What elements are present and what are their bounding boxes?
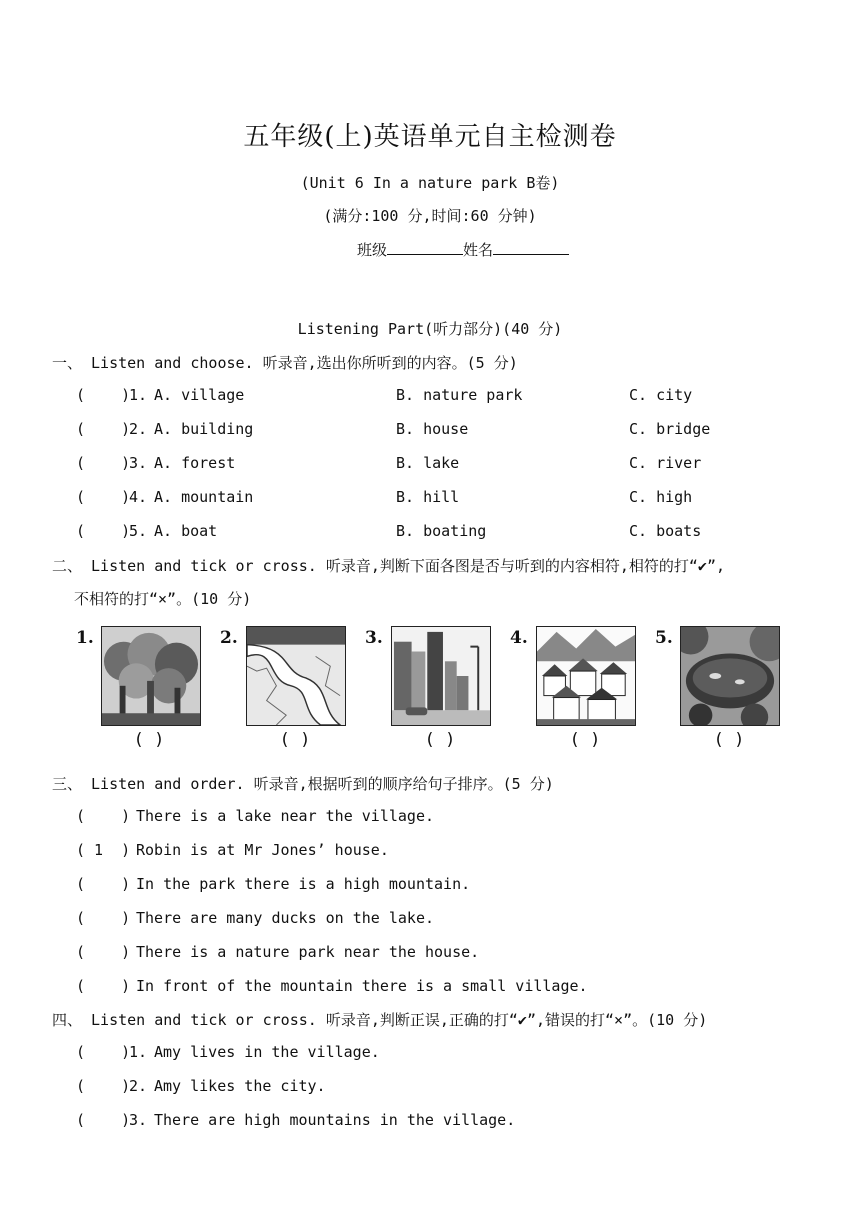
judge-blank[interactable]: ( ) xyxy=(76,1043,131,1061)
order-blank[interactable]: ( ) xyxy=(76,875,131,893)
question-number: 3. xyxy=(129,454,148,472)
order-blank[interactable]: ( ) xyxy=(76,807,131,825)
pic-answer-1[interactable]: ( ) xyxy=(133,730,165,750)
option-c: C. river xyxy=(629,454,702,472)
judge-sentence: Amy likes the city. xyxy=(154,1077,326,1095)
order-blank[interactable]: ( ) xyxy=(76,909,131,927)
village-picture xyxy=(536,626,636,726)
pic-answer-2[interactable]: ( ) xyxy=(279,730,311,750)
lake-picture xyxy=(680,626,780,726)
option-c: C. boats xyxy=(629,522,702,540)
order-blank[interactable]: ( ) xyxy=(76,943,131,961)
section4-title: 四、 Listen and tick or cross. 听录音,判断正误,正确的打“✔”,错误的打“×”。(10 分) xyxy=(52,1011,708,1029)
section1-title: 一、 Listen and choose. 听录音,选出你所听到的内容。(5 分) xyxy=(52,354,518,372)
pic-number-5: 5. xyxy=(655,628,673,648)
pic-number-3: 3. xyxy=(365,628,383,648)
answer-blank[interactable]: ( ) xyxy=(76,386,131,404)
question-number: 2. xyxy=(129,1077,148,1095)
question-number: 5. xyxy=(129,522,148,540)
pic-number-1: 1. xyxy=(76,628,94,648)
question-number: 1. xyxy=(129,1043,148,1061)
student-info xyxy=(357,239,569,260)
order-blank[interactable]: ( 1 ) xyxy=(76,841,131,859)
question-number: 1. xyxy=(129,386,148,404)
unit-subtitle: (Unit 6 In a nature park B卷) xyxy=(300,174,560,192)
order-blank[interactable]: ( ) xyxy=(76,977,131,995)
order-sentence: There is a nature park near the house. xyxy=(136,943,480,961)
question-number: 4. xyxy=(129,488,148,506)
option-c: C. bridge xyxy=(629,420,711,438)
option-b: B. lake xyxy=(396,454,460,472)
name-label: 姓名 xyxy=(463,241,494,259)
name-blank[interactable] xyxy=(493,240,569,255)
order-sentence: There are many ducks on the lake. xyxy=(136,909,435,927)
order-sentence: Robin is at Mr Jones’ house. xyxy=(136,841,389,859)
option-a: A. mountain xyxy=(154,488,254,506)
order-sentence: In front of the mountain there is a small village. xyxy=(136,977,588,995)
answer-blank[interactable]: ( ) xyxy=(76,488,131,506)
judge-blank[interactable]: ( ) xyxy=(76,1077,131,1095)
judge-sentence: Amy lives in the village. xyxy=(154,1043,380,1061)
river-picture xyxy=(246,626,346,726)
option-a: A. forest xyxy=(154,454,236,472)
option-b: B. boating xyxy=(396,522,487,540)
listening-part-heading: Listening Part(听力部分)(40 分) xyxy=(297,320,563,338)
pic-number-4: 4. xyxy=(510,628,528,648)
option-b: B. nature park xyxy=(396,386,523,404)
question-number: 3. xyxy=(129,1111,148,1129)
pic-number-2: 2. xyxy=(220,628,238,648)
city-picture xyxy=(391,626,491,726)
option-a: A. building xyxy=(154,420,254,438)
exam-meta: (满分:100 分,时间:60 分钟) xyxy=(323,207,537,225)
option-c: C. city xyxy=(629,386,693,404)
option-c: C. high xyxy=(629,488,693,506)
judge-blank[interactable]: ( ) xyxy=(76,1111,131,1129)
section2-title-cont: 不相符的打“×”。(10 分) xyxy=(74,590,252,608)
option-b: B. hill xyxy=(396,488,460,506)
order-sentence: There is a lake near the village. xyxy=(136,807,435,825)
question-number: 2. xyxy=(129,420,148,438)
class-label: 班级 xyxy=(357,241,388,259)
option-a: A. village xyxy=(154,386,245,404)
forest-picture xyxy=(101,626,201,726)
answer-blank[interactable]: ( ) xyxy=(76,420,131,438)
class-blank[interactable] xyxy=(387,240,463,255)
option-b: B. house xyxy=(396,420,469,438)
judge-sentence: There are high mountains in the village. xyxy=(154,1111,516,1129)
pic-answer-5[interactable]: ( ) xyxy=(713,730,745,750)
order-sentence: In the park there is a high mountain. xyxy=(136,875,471,893)
option-a: A. boat xyxy=(154,522,218,540)
answer-blank[interactable]: ( ) xyxy=(76,454,131,472)
section2-title: 二、 Listen and tick or cross. 听录音,判断下面各图是否与听到的内容相符,相符的打“✔”, xyxy=(52,557,726,575)
pic-answer-3[interactable]: ( ) xyxy=(424,730,456,750)
pic-answer-4[interactable]: ( ) xyxy=(569,730,601,750)
answer-blank[interactable]: ( ) xyxy=(76,522,131,540)
section3-title: 三、 Listen and order. 听录音,根据听到的顺序给句子排序。(5 分) xyxy=(52,775,554,793)
page-title: 五年级(上)英语单元自主检测卷 xyxy=(243,122,617,152)
